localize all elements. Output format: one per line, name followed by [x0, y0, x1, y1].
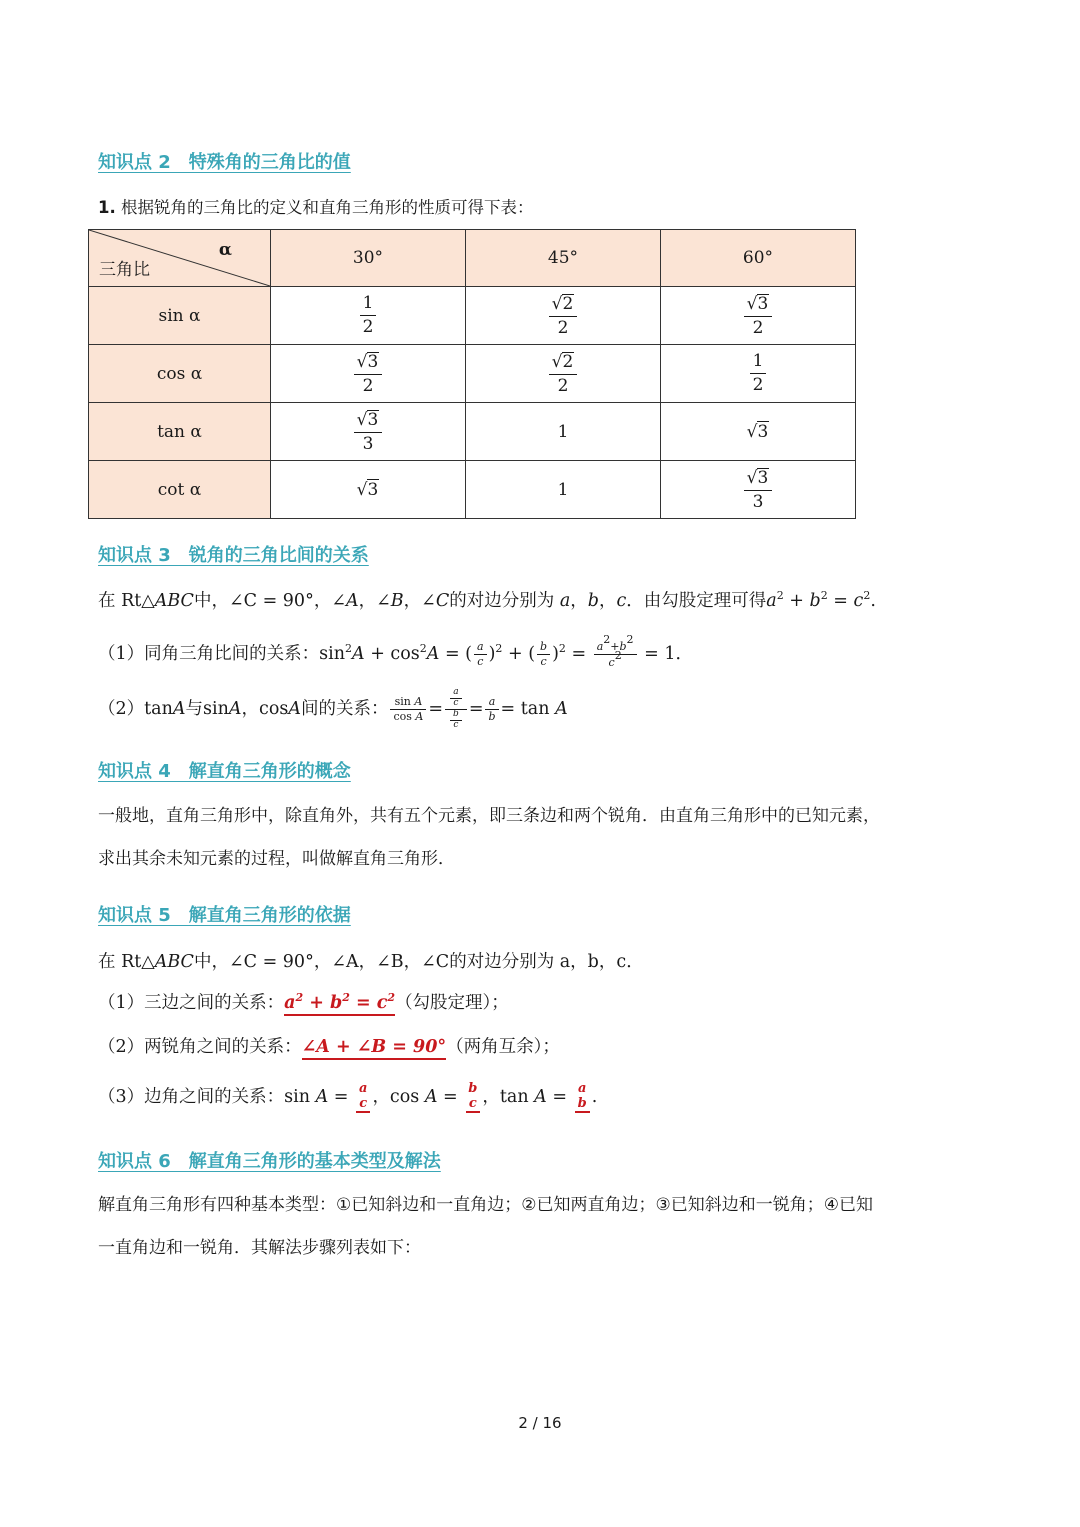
intro-number: 1. [98, 198, 116, 217]
kp6-paragraph-1: 解直角三角形有四种基本类型：①已知斜边和一直角边；②已知两直角边；③已知斜边和一锐角；④已知 [98, 1195, 873, 1215]
corner-label: 三角比 [99, 260, 150, 280]
kp4-paragraph-1: 一般地，直角三角形中，除直角外，共有五个元素，即三条边和两个锐角．由直角三角形中的已知元素， [98, 806, 880, 826]
section-heading-kp6: 知识点 6 解直角三角形的基本类型及解法 [98, 1151, 441, 1172]
page-number: 2 / 16 [518, 1414, 562, 1432]
table-header-row [89, 230, 856, 287]
table-row-tan [89, 403, 856, 461]
cell-sin-30: $\frac{1}{2}$ [271, 287, 466, 345]
cell-cot-30: √3 [271, 461, 466, 519]
kp5-line-1: 在 Rt△ABC中，∠C = 90°，∠A，∠B，∠C的对边分别为 a，b，c． [98, 952, 644, 972]
table-row-cot [89, 461, 856, 519]
row-label-cos: cos α [89, 345, 271, 403]
trig-values-table [88, 229, 856, 519]
corner-alpha: α [218, 240, 232, 260]
row-label-sin: sin α [89, 287, 271, 345]
section-heading-kp3: 知识点 3 锐角的三角比间的关系 [98, 545, 369, 566]
section-heading-kp2: 知识点 2 特殊角的三角比的值 [98, 152, 351, 173]
kp5-line-4: （3）边角之间的关系：sin A = a c ，cos A = b c ，tan A = a b . [98, 1078, 597, 1116]
kp4-paragraph-2: 求出其余未知元素的过程，叫做解直角三角形． [98, 849, 455, 869]
cell-cos-60: $\frac{1}{2}$ [661, 345, 856, 403]
cell-cos-45: $\frac{√2}{2}$ [466, 345, 661, 403]
section-heading-kp5: 知识点 5 解直角三角形的依据 [98, 905, 351, 926]
kp5-line-3: （2）两锐角之间的关系：∠A + ∠B = 90°（两角互余）； [98, 1039, 560, 1057]
row-label-cot: cot α [89, 461, 271, 519]
cell-cot-60: $\frac{√3}{3}$ [661, 461, 856, 519]
intro-text: 根据锐角的三角比的定义和直角三角形的性质可得下表： [121, 198, 534, 217]
table-row-sin [89, 287, 856, 345]
intro-line [98, 200, 534, 217]
cell-sin-60: $\frac{√3}{2}$ [661, 287, 856, 345]
table-corner-cell [89, 230, 271, 287]
cell-cos-30: $\frac{√3}{2}$ [271, 345, 466, 403]
cell-tan-45: 1 [466, 403, 661, 461]
header-60: 60° [661, 230, 856, 287]
header-45: 45° [466, 230, 661, 287]
row-label-tan: tan α [89, 403, 271, 461]
cell-cot-45: 1 [466, 461, 661, 519]
kp6-paragraph-2: 一直角边和一锐角．其解法步骤列表如下： [98, 1238, 421, 1258]
complementary-angles-formula: ∠A + ∠B = 90° [302, 1037, 447, 1060]
header-30: 30° [271, 230, 466, 287]
cell-sin-45: $\frac{√2}{2}$ [466, 287, 661, 345]
section-heading-kp4: 知识点 4 解直角三角形的概念 [98, 761, 351, 782]
kp3-line-2: （1）同角三角比间的关系：$\sin^2A + \cos^2A$ = ( $\frac{a}{c}$ )$^2$ + ( $\frac{b}{c}$ )$^2$ = $\frac{a^2+b^2}{c^2}$ = 1． [98, 633, 693, 670]
kp5-line-2: （1）三边之间的关系：$a^2 + b^2 = c^2$（勾股定理）； [98, 995, 509, 1013]
kp3-line-3: （2）tanA与sinA，cosA间的关系： $\frac{\text{sin A}}{\text{cos A}}$ = $\frac{\frac{a}{c}}{\frac{b}{c}}$ = $\frac{a}{b}$ = tan A [98, 687, 568, 730]
cell-tan-60: √3 [661, 403, 856, 461]
table-row-cos [89, 345, 856, 403]
cell-tan-30: $\frac{√3}{3}$ [271, 403, 466, 461]
kp3-line-1: 在 Rt△ABC中，∠C = 90°，∠A，∠B，∠C的对边分别为 a，b，c．由勾股定理可得$a^2 + b^2 = c^2$. [98, 589, 876, 611]
pythagorean-formula: $a^2 + b^2 = c^2$ [284, 993, 395, 1016]
